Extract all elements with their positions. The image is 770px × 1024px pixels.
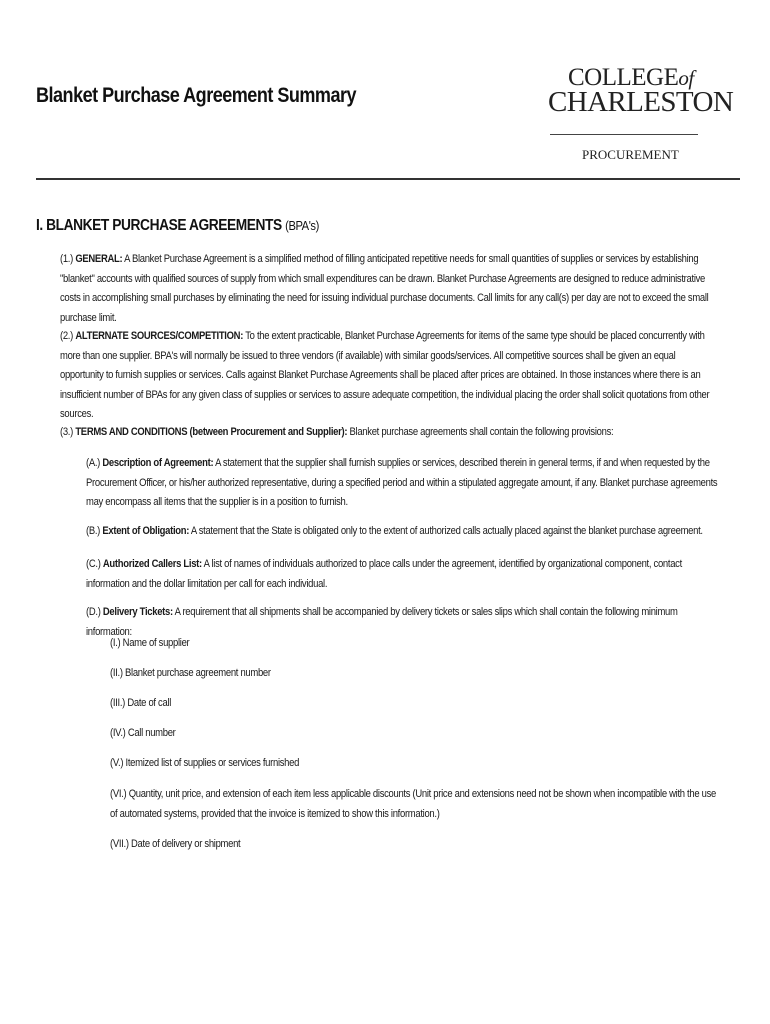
ticket-info-item: (VI.) Quantity, unit price, and extension of each item less applicable discounts (Unit price and extensions need not be shown when incompatible with the use of automated systems, provided that the invoice is itemized to show this information.): [110, 788, 716, 820]
college-of-charleston-logo: [548, 64, 734, 164]
page-title: Blanket Purchase Agreement Summary: [36, 84, 357, 107]
item-terms-and-conditions: (3.) TERMS AND CONDITIONS (between Procurement and Supplier): Blanket purchase agreements shall contain the following provisions:: [60, 426, 614, 438]
provision-authorized-callers-list: (C.) Authorized Callers List: A list of names of individuals authorized to place calls under the agreement, identified by organizational component, contact information and the dollar limitation per call for each individual.: [86, 558, 682, 590]
logo-divider: [550, 134, 698, 135]
ticket-info-item: (VII.) Date of delivery or shipment: [110, 838, 241, 850]
logo-line-college: COLLEGEof: [568, 64, 694, 91]
ticket-info-item: (I.) Name of supplier: [110, 637, 190, 649]
provision-description-of-agreement: (A.) Description of Agreement: A statement that the supplier shall furnish supplies or services, described therein in general terms, if and when requested by the Procurement Officer, or his/her authorized representative, during a specified period and within a stipulated aggregate amount, if any. Blanket purchase agreements may encompass all items that the supplier is in a position to furnish.: [86, 457, 718, 509]
item-general: (1.) GENERAL: A Blanket Purchase Agreement is a simplified method of filling anticipated repetitive needs for small quantities of supplies or services by establishing "blanket" accounts with qualified sources of supply from which small expenditures can be drawn. Blanket Purchase Agreements are designed to reduce administrative costs in accomplishing small purchases by eliminating the need for issuing individual purchase documents. Call limits for any call(s) per day are not to exceed the small purchase limit.: [60, 253, 709, 324]
item-alternate-sources: (2.) ALTERNATE SOURCES/COMPETITION: To the extent practicable, Blanket Purchase Agreements for items of the same type should be placed concurrently with more than one supplier. BPA's will normally be issued to three vendors (if available) with similar goods/services. All competitive sources shall be given an equal opportunity to furnish supplies or services. Calls against Blanket Purchase Agreements shall be placed after prices are obtained. In those instances where there is an insufficient number of BPAs for any given class of supplies or services to assure adequate competition, the individual placing the order shall solicit quotations from other sources.: [60, 330, 710, 421]
header-divider: [36, 178, 740, 180]
ticket-info-item: (IV.) Call number: [110, 727, 176, 739]
provision-extent-of-obligation: (B.) Extent of Obligation: A statement that the State is obligated only to the extent of authorized calls actually placed against the blanket purchase agreement.: [86, 525, 703, 537]
ticket-info-item: (V.) Itemized list of supplies or services furnished: [110, 757, 300, 769]
section-heading: I. BLANKET PURCHASE AGREEMENTS (BPA's): [36, 217, 319, 234]
logo-line-procurement: PROCUREMENT: [582, 147, 679, 162]
ticket-info-item: (III.) Date of call: [110, 697, 172, 709]
provision-delivery-tickets: (D.) Delivery Tickets: A requirement that all shipments shall be accompanied by delivery tickets or sales slips which shall contain the following minimum information:: [86, 606, 678, 638]
ticket-info-item: (II.) Blanket purchase agreement number: [110, 667, 271, 679]
logo-line-charleston: CHARLESTON: [548, 86, 734, 118]
